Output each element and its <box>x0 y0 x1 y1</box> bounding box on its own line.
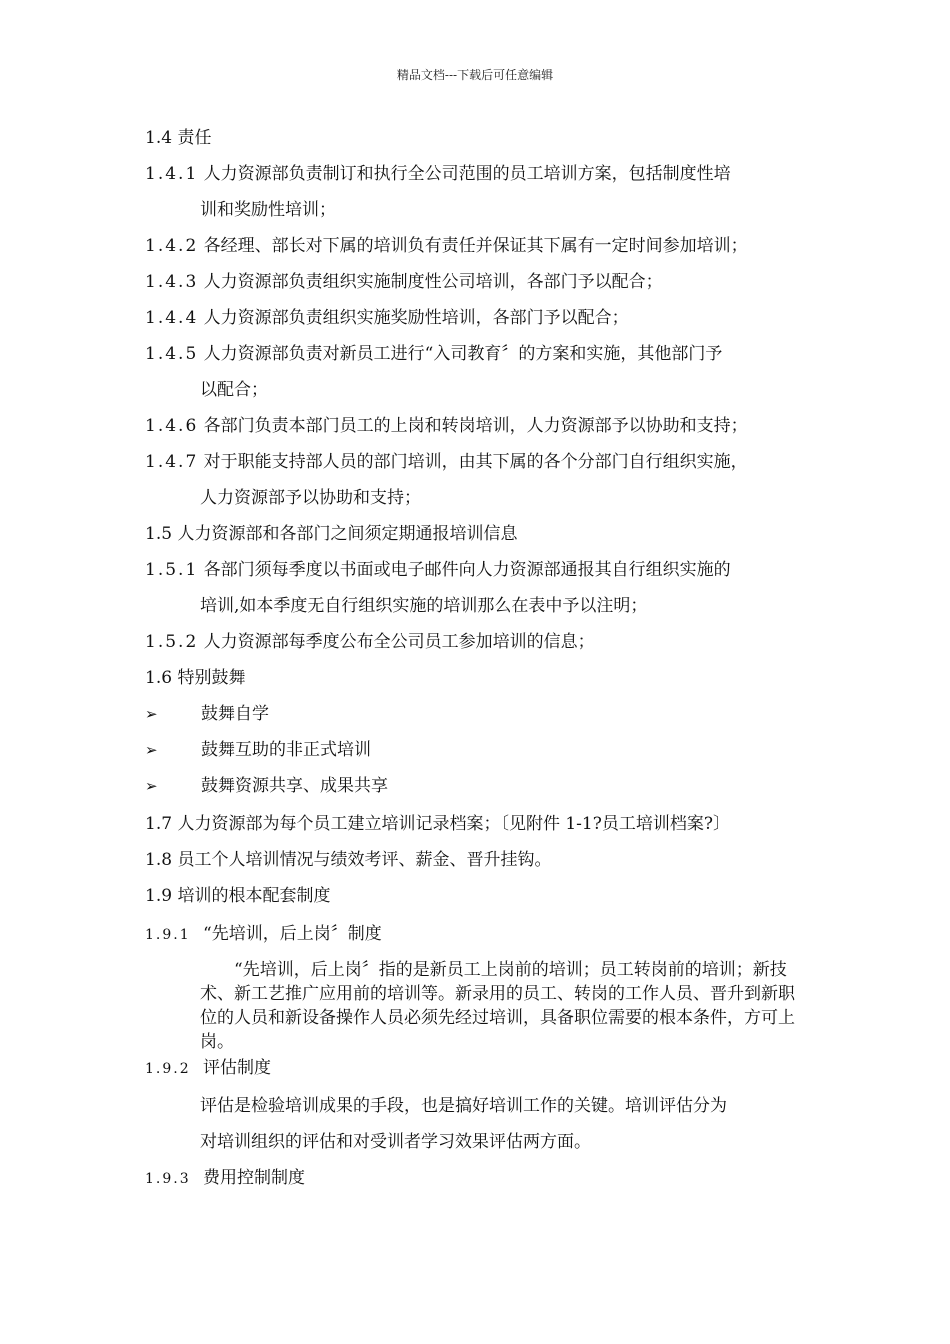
item-number: 1.4.2 <box>145 236 199 256</box>
section-number: 1.5 <box>145 524 173 544</box>
item-number: 1.9.2 <box>145 1061 191 1077</box>
item-1-4-5 <box>145 344 722 364</box>
item-1-4-7-continuation: 人力资源部予以协助和支持； <box>200 488 421 508</box>
section-text: 人力资源部为每个员工建立培训记录档案；〔见附件 1-1?员工培训档案?〕 <box>177 814 730 834</box>
item-number: 1.9.3 <box>145 1171 191 1187</box>
item-text: 人力资源部每季度公布全公司员工参加培训的信息； <box>203 632 595 652</box>
item-number: 1.4.5 <box>145 344 199 364</box>
bullet-text: 鼓舞自学 <box>201 704 269 724</box>
item-text: 各部门须每季度以书面或电子邮件向人力资源部通报其自行组织实施的 <box>203 560 731 580</box>
item-number: 1.9.1 <box>145 927 191 943</box>
item-1-5-1-continuation: 培训,如本季度无自行组织实施的培训那么在表中予以注明； <box>200 596 648 616</box>
item-1-9-1-paragraph <box>200 958 810 1054</box>
page-header: 精品文档---下载后可任意编辑 <box>396 68 554 82</box>
item-text: 人力资源部负责对新员工进行“入司教育〞的方案和实施，其他部门予 <box>203 344 723 364</box>
item-1-4-2 <box>145 236 748 256</box>
bullet-item <box>145 740 371 760</box>
section-1-5 <box>145 524 517 544</box>
item-number: 1.4.7 <box>145 452 199 472</box>
section-1-7 <box>145 814 730 834</box>
section-1-9 <box>145 886 330 906</box>
item-text: 评估制度 <box>203 1058 271 1078</box>
item-number: 1.4.1 <box>145 164 199 184</box>
section-number: 1.9 <box>145 886 173 906</box>
item-1-4-3 <box>145 272 663 292</box>
item-number: 1.4.6 <box>145 416 199 436</box>
section-text: 人力资源部和各部门之间须定期通报培训信息 <box>177 524 518 544</box>
section-number: 1.7 <box>145 814 173 834</box>
item-1-4-6 <box>145 416 748 436</box>
item-1-4-4 <box>145 308 629 328</box>
item-text: 人力资源部负责组织实施制度性公司培训，各部门予以配合； <box>203 272 663 292</box>
item-1-9-2-line-2: 对培训组织的评估和对受训者学习效果评估两方面。 <box>200 1132 591 1152</box>
item-1-4-5-continuation: 以配合； <box>200 380 268 400</box>
section-number: 1.4 <box>145 128 173 148</box>
arrow-bullet-icon: ➢ <box>145 777 158 795</box>
item-text: 费用控制制度 <box>203 1168 305 1188</box>
section-number: 1.8 <box>145 850 173 870</box>
item-1-5-1 <box>145 560 731 580</box>
item-text: 各经理、部长对下属的培训负有责任并保证其下属有一定时间参加培训； <box>203 236 748 256</box>
section-1-8 <box>145 850 551 870</box>
bullet-item <box>145 704 269 724</box>
item-1-9-3 <box>145 1168 305 1189</box>
item-text: “先培训，后上岗〞制度 <box>203 924 382 944</box>
item-text: 人力资源部负责组织实施奖励性培训，各部门予以配合； <box>203 308 629 328</box>
section-text: 特别鼓舞 <box>177 668 246 688</box>
bullet-text: 鼓舞资源共享、成果共享 <box>201 776 388 796</box>
section-text: 培训的根本配套制度 <box>177 886 331 906</box>
item-1-4-7 <box>145 452 748 472</box>
item-number: 1.5.1 <box>145 560 199 580</box>
item-1-4-1-continuation: 训和奖励性培训； <box>200 200 336 220</box>
bullet-text: 鼓舞互助的非正式培训 <box>201 740 371 760</box>
item-1-4-1 <box>145 164 731 184</box>
item-number: 1.5.2 <box>145 632 199 652</box>
item-number: 1.4.3 <box>145 272 199 292</box>
section-text: 责任 <box>177 128 212 148</box>
item-number: 1.4.4 <box>145 308 199 328</box>
bullet-item <box>145 776 388 796</box>
section-1-4 <box>145 128 211 148</box>
section-number: 1.6 <box>145 668 173 688</box>
item-1-9-2-line-1: 评估是检验培训成果的手段，也是搞好培训工作的关键。培训评估分为 <box>200 1096 727 1116</box>
item-text: 对于职能支持部人员的部门培训，由其下属的各个分部门自行组织实施， <box>203 452 748 472</box>
paragraph-text: “先培训，后上岗〞指的是新员工上岗前的培训；员工转岗前的培训；新技术、新工艺推广应用前的培训等。新录用的员工、转岗的工作人员、晋升到新职位的人员和新设备操作人员必须先经过培训，具备职位需要的根本条件，方可上岗。 <box>200 960 795 1052</box>
item-1-5-2 <box>145 632 595 652</box>
item-text: 各部门负责本部门员工的上岗和转岗培训，人力资源部予以协助和支持； <box>203 416 748 436</box>
section-1-6 <box>145 668 245 688</box>
arrow-bullet-icon: ➢ <box>145 705 158 723</box>
arrow-bullet-icon: ➢ <box>145 741 158 759</box>
item-1-9-2 <box>145 1058 271 1079</box>
item-1-9-1 <box>145 924 382 945</box>
item-text: 人力资源部负责制订和执行全公司范围的员工培训方案，包括制度性培 <box>203 164 731 184</box>
section-text: 员工个人培训情况与绩效考评、薪金、晋升挂钩。 <box>177 850 552 870</box>
